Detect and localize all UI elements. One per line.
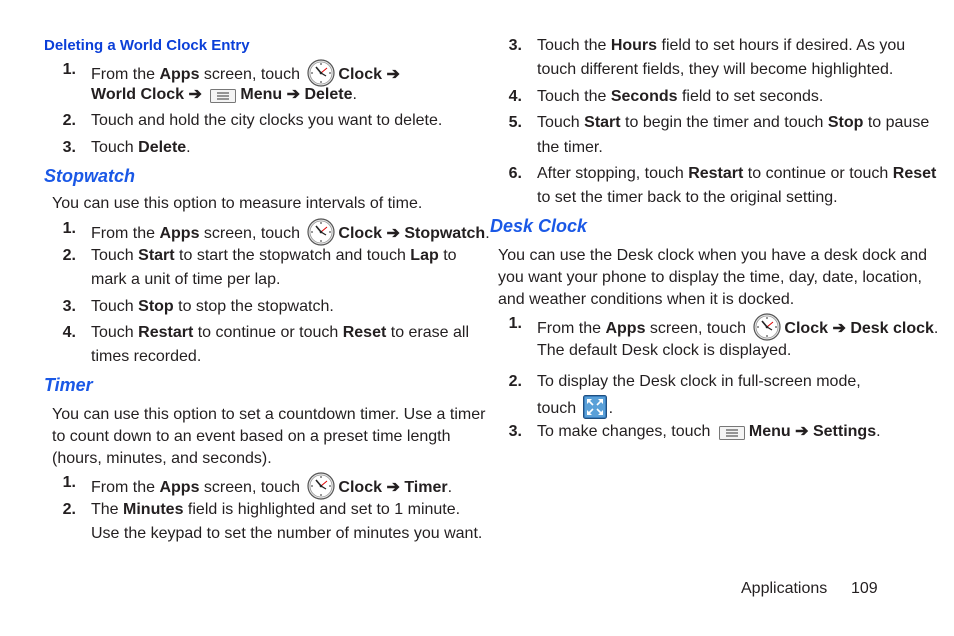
desk-intro-line: You can use the Desk clock when you have a desk dock and	[498, 247, 928, 264]
step-text-cont: mark a unit of time per lap.	[91, 271, 281, 288]
step-number: 3.	[62, 139, 76, 156]
step-number: 2.	[62, 247, 76, 264]
step-number: 3.	[508, 423, 522, 440]
step-number: 2.	[508, 373, 522, 390]
step-number: 3.	[508, 37, 522, 54]
step-text: From the Apps screen, touch Clock ➔ Stopwatch.	[91, 220, 490, 248]
footer-section: Applications	[741, 580, 828, 597]
right-column	[446, 0, 939, 636]
step-text: Touch the Seconds field to set seconds.	[537, 88, 824, 105]
step-text-cont: World Clock ➔ Menu ➔ Delete.	[91, 86, 357, 103]
timer-intro-line: (hours, minutes, and seconds).	[52, 450, 272, 467]
step-number: 4.	[62, 324, 76, 341]
step-text-cont: times recorded.	[91, 348, 202, 365]
step-text: Touch Start to start the stopwatch and touch Lap to	[91, 247, 457, 264]
step-number: 1.	[62, 474, 76, 491]
step-text: The Minutes field is highlighted and set to 1 minute.	[91, 501, 461, 518]
step-number: 4.	[508, 88, 522, 105]
step-text: After stopping, touch Restart to continue or touch Reset	[537, 165, 937, 182]
step-text: From the Apps screen, touch Clock ➔ Timer.	[91, 474, 452, 502]
step-text-cont: touch .	[537, 397, 613, 421]
desk-intro-line: you want your phone to display the time, day, date, location,	[498, 269, 922, 286]
step-text: Touch and hold the city clocks you want to delete.	[91, 112, 443, 129]
step-text: To make changes, touch Menu ➔ Settings.	[537, 423, 881, 440]
step-number: 1.	[62, 61, 76, 78]
deleting-heading: Deleting a World Clock Entry	[44, 37, 250, 54]
menu-icon	[719, 426, 745, 440]
step-text: From the Apps screen, touch Clock ➔ Desk clock.	[537, 315, 938, 343]
timer-heading: Timer	[44, 375, 93, 395]
desk-intro-line: and weather conditions when it is docked.	[498, 291, 795, 308]
page-number: 109	[851, 580, 878, 597]
step-text: Touch Delete.	[91, 139, 191, 156]
desk-clock-heading: Desk Clock	[490, 216, 588, 236]
step-number: 1.	[508, 315, 522, 332]
step-text: Touch Start to begin the timer and touch Stop to pause	[537, 114, 930, 131]
step-text-cont: The default Desk clock is displayed.	[537, 342, 792, 359]
step-text: Touch Stop to stop the stopwatch.	[91, 298, 334, 315]
step-number: 2.	[62, 112, 76, 129]
step-number: 5.	[508, 114, 522, 131]
step-text: To display the Desk clock in full-screen mode,	[537, 373, 861, 390]
step-number: 6.	[508, 165, 522, 182]
step-text: From the Apps screen, touch Clock ➔	[91, 61, 400, 89]
step-text: Touch Restart to continue or touch Reset to erase all	[91, 324, 470, 341]
step-text: Touch the Hours field to set hours if desired. As you	[537, 37, 906, 54]
clock-icon	[307, 472, 335, 500]
fullscreen-icon	[583, 395, 607, 419]
step-text-cont: touch different fields, they will become highlighted.	[537, 61, 894, 78]
clock-icon	[753, 313, 781, 341]
clock-icon	[307, 59, 335, 87]
stopwatch-intro: You can use this option to measure intervals of time.	[52, 195, 423, 212]
clock-icon	[307, 218, 335, 246]
timer-intro-line: You can use this option to set a countdown timer. Use a timer	[52, 406, 486, 423]
stopwatch-heading: Stopwatch	[44, 166, 136, 186]
step-text-cont: to set the timer back to the original setting.	[537, 189, 838, 206]
timer-intro-line: to count down to an event based on a preset time length	[52, 428, 451, 445]
step-text-cont: the timer.	[537, 139, 603, 156]
step-number: 2.	[62, 501, 76, 518]
step-number: 3.	[62, 298, 76, 315]
step-text-cont: Use the keypad to set the number of minutes you want.	[91, 525, 483, 542]
menu-icon	[210, 89, 236, 103]
step-number: 1.	[62, 220, 76, 237]
